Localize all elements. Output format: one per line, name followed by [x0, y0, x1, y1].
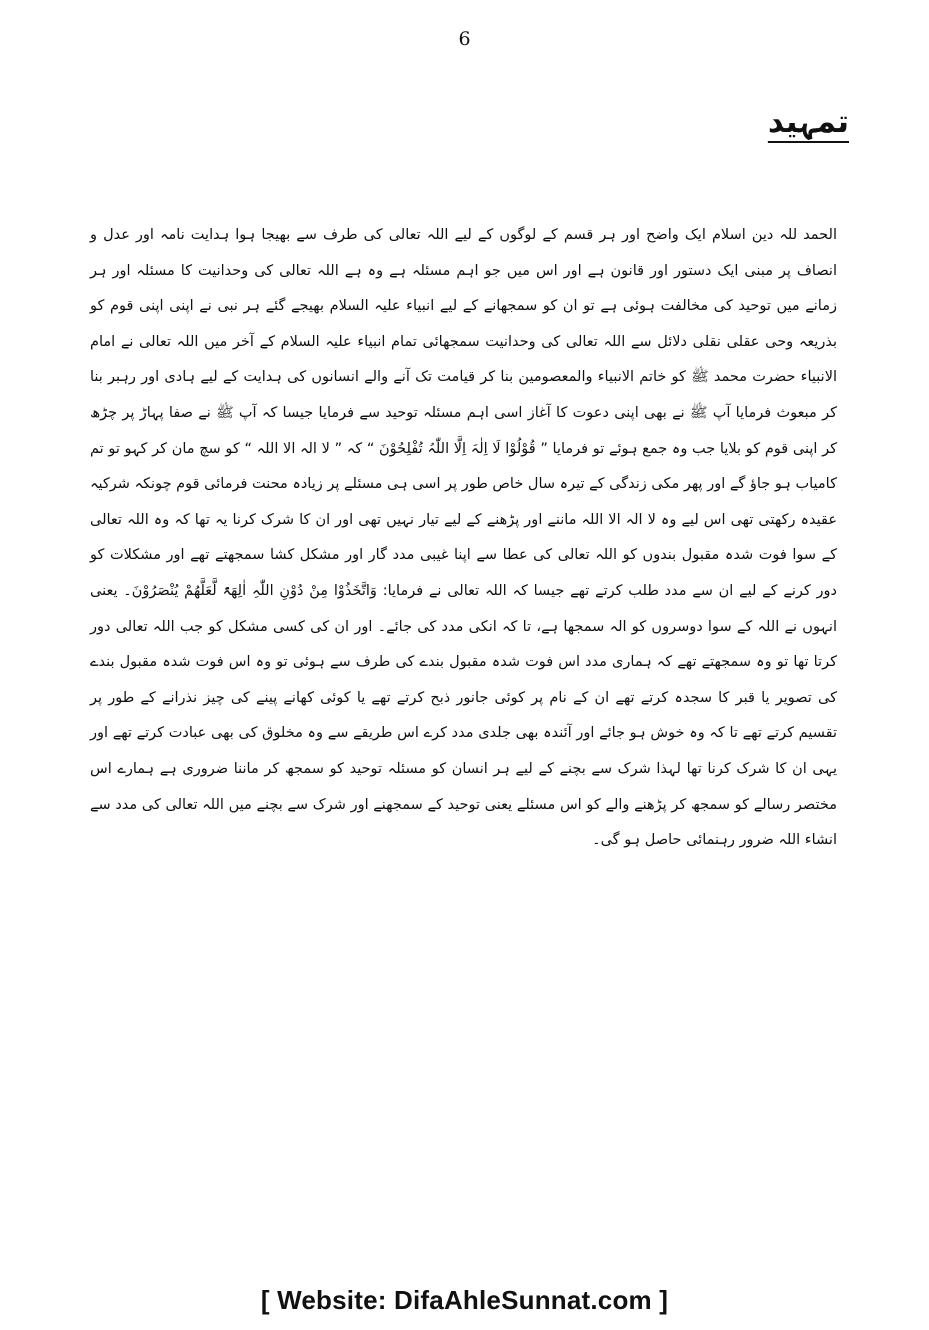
footer-website: [ Website: DifaAhleSunnat.com ]	[260, 1285, 669, 1315]
page-number: 6	[458, 28, 471, 50]
body-text	[90, 218, 837, 859]
body-paragraph: الحمد للہ دین اسلام ایک واضح اور ہر قسم کے لوگوں کے لیے اللہ تعالی کی طرف سے بھیجا ہوا ہدایت نامہ اور عدل و انصاف پر مبنی ایک دستور اور قانون ہے اور اس میں جو اہم مسئلہ ہے وہ ہے اللہ تعالی کی وحدانیت کا مسئلہ اور ہر زمانے میں توحید کی مخالفت ہوئی ہے تو ان کو سمجھانے کے لیے انبیاء علیہ السلام بھیجے گئے ہر نبی نے اپنی اپنی قوم کو بذریعہ وحی عقلی نقلی دلائل سے اللہ تعالی کی وحدانیت سمجھائی تمام انبیاء علیہ السلام کے آخر میں اللہ تعالی نے امام الانبیاء حضرت محمد ﷺ کو خاتم الانبیاء والمعصومین بنا کر قیامت تک آنے والے انسانوں کی ہدایت کے لیے ہادی اور رہبر بنا کر مبعوث فرمایا آپ ﷺ نے بھی اپنی دعوت کا آغاز اسی اہم مسئلہ توحید سے فرمایا جیسا کہ آپ ﷺ نے صفا پہاڑ پر چڑھ کر اپنی قوم کو بلایا جب وہ جمع ہوئے تو فرمایا ” قُوْلُوْا لَا اِلٰہَ اِلَّا اللّٰہُ تُفْلِحُوْنَ “ کہ ” لا الہ الا اللہ “ کو سچ مان کر کہو تو تم کامیاب ہو جاؤ گے اور پھر مکی زندگی کے تیرہ سال خاص طور پر اسی ہی مسئلے پر زیادہ محنت فرمائی قوم چونکہ شرکیہ عقیدہ رکھتی تھی اس لیے وہ لا الہ الا اللہ ماننے اور پڑھنے کے لیے تیار نہیں تھی اور ان کا شرک کرنا یہ تھا کہ وہ اللہ تعالی کے سوا فوت شدہ مقبول بندوں کو اللہ تعالی کی عطا سے اپنا غیبی مدد گار اور مشکل کشا سمجھتے تھے اور مشکلات کو دور کرنے کے لیے ان سے مدد طلب کرتے تھے جیسا کہ اللہ تعالی نے فرمایا: وَاتَّخَذُوْا مِنْ دُوْنِ اللّٰہِ اٰلِھَۃً لَّعَلَّھُمْ یُنْصَرُوْنَ۔ یعنی انہوں نے اللہ کے سوا دوسروں کو الہ سمجھا ہے، تا کہ انکی مدد کی جائے۔ اور ان کی کسی مشکل کو جب اللہ تعالی دور کرتا تھا تو وہ سمجھتے تھے کہ ہماری مدد اس فوت شدہ مقبول بندے کی طرف سے ہوئی تو وہ اس فوت شدہ مقبول بندے کی تصویر یا قبر کا سجدہ کرتے تھے ان کے نام پر کوئی جانور ذبح کرتے تھے یا کوئی کھانے پینے کی چیز نذرانے کے طور پر تقسیم کرتے تھے تا کہ وہ خوش ہو جائے اور آئندہ بھی جلدی مدد کرے اس طریقے سے وہ مخلوق کی بھی عبادت کرتے تھے اور یہی ان کا شرک کرنا تھا لہذا شرک سے بچنے کے لیے ہر انسان کو مسئلہ توحید کو سمجھ کر ماننا ضروری ہے ہمارے اس مختصر رسالے کو سمجھ کر پڑھنے والے کو اس مسئلے یعنی توحید کے سمجھنے اور شرک سے بچنے میں اللہ تعالی کی مدد سے انشاء اللہ ضرور رہنمائی حاصل ہو گی۔	[90, 227, 837, 849]
page-heading: تمہید	[767, 104, 849, 140]
